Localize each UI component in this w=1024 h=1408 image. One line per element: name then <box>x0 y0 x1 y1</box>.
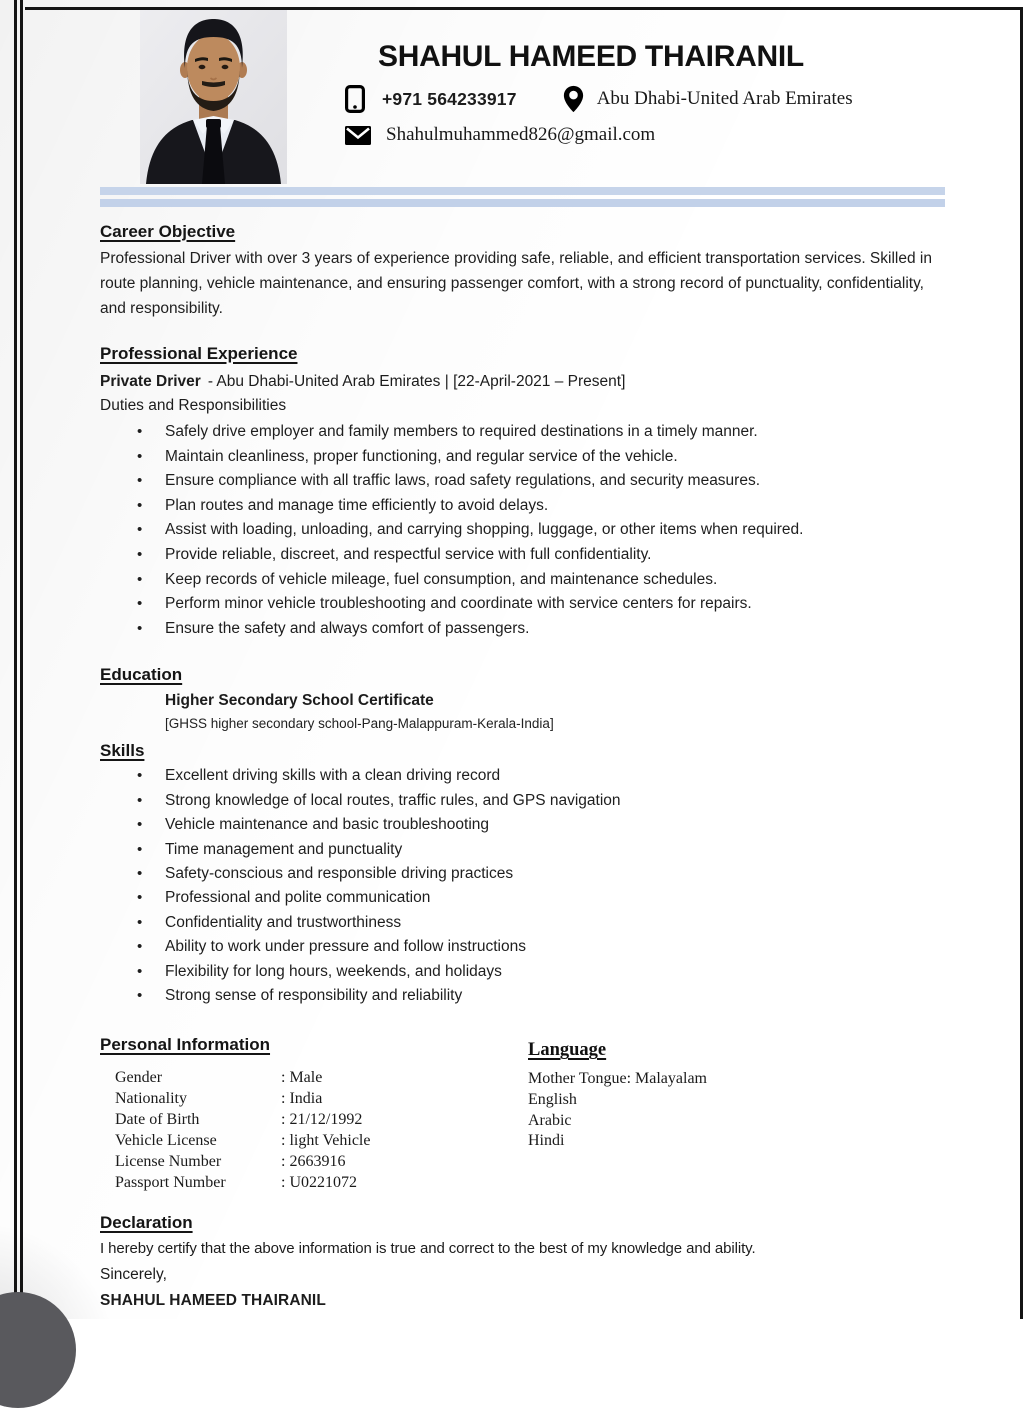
experience-role-line <box>100 370 945 393</box>
language-item: Hindi <box>528 1132 565 1150</box>
personal-info-row <box>115 1131 528 1152</box>
duty-item: • Maintain cleanliness, proper functioning, and regular service of the vehicle. <box>100 445 945 470</box>
personal-info-label: Vehicle License <box>115 1132 217 1150</box>
skills-section <box>100 741 945 1008</box>
language-list <box>528 1069 945 1151</box>
declaration-signature: SHAHUL HAMEED THAIRANIL <box>100 1291 326 1309</box>
header-text <box>345 40 945 146</box>
duty-item: • Ensure compliance with all traffic laws, road safety regulations, and security measures. <box>100 469 945 494</box>
resume-header <box>100 0 945 209</box>
education-school: [GHSS higher secondary school-Pang-Malappuram-Kerala-India] <box>165 716 554 732</box>
career-objective-heading: Career Objective <box>100 222 236 241</box>
page-edge-left-outer <box>14 0 17 1319</box>
envelope-icon <box>345 126 371 145</box>
resume-page <box>100 0 945 1314</box>
header-divider-bar-top <box>100 187 945 195</box>
contact-row-2 <box>345 124 945 146</box>
job-title: Private Driver <box>100 373 201 390</box>
personal-info-heading: Personal Information <box>100 1035 271 1055</box>
duty-item: • Keep records of vehicle mileage, fuel consumption, and maintenance schedules. <box>100 568 945 593</box>
language-item: English <box>528 1091 577 1108</box>
duty-item: • Safely drive employer and family members to required destinations in a timely manner. <box>100 420 945 445</box>
page-edge-right <box>1020 7 1023 1319</box>
language-column <box>528 1035 945 1193</box>
duty-item: • Provide reliable, discreet, and respectful service with full confidentiality. <box>100 543 945 568</box>
skill-item: • Ability to work under pressure and follow instructions <box>100 935 945 959</box>
page-edge-top <box>25 7 1023 10</box>
personal-info-value: : U0221072 <box>281 1173 357 1191</box>
personal-info-table <box>115 1068 528 1193</box>
info-language-section <box>100 1035 945 1193</box>
location-text: Abu Dhabi-United Arab Emirates <box>596 88 853 109</box>
declaration-heading: Declaration <box>100 1212 193 1232</box>
personal-info-label: Date of Birth <box>115 1111 200 1129</box>
skill-item: • Professional and polite communication <box>100 886 945 910</box>
page-edge-left-inner <box>20 0 23 1319</box>
skill-item: • Flexibility for long hours, weekends, and holidays <box>100 960 945 984</box>
skill-item: • Time management and punctuality <box>100 838 945 862</box>
personal-info-label: Passport Number <box>115 1173 226 1191</box>
declaration-section <box>100 1213 945 1314</box>
duty-item: • Perform minor vehicle troubleshooting and coordinate with service centers for repairs. <box>100 592 945 617</box>
email-address: Shahulmuhammed826@gmail.com <box>386 124 656 145</box>
language-heading: Language <box>528 1040 607 1061</box>
personal-info-row <box>115 1089 528 1110</box>
candidate-name: SHAHUL HAMEED THAIRANIL <box>378 40 804 73</box>
personal-info-value: : Male <box>281 1069 323 1087</box>
duty-item: • Assist with loading, unloading, and carrying shopping, luggage, or other items when required. <box>100 518 945 543</box>
career-objective-section <box>100 222 945 321</box>
job-detail: - Abu Dhabi-United Arab Emirates | [22-April-2021 – Present] <box>207 373 626 390</box>
skill-item: • Vehicle maintenance and basic troubleshooting <box>100 813 945 837</box>
language-item: Arabic <box>528 1111 572 1129</box>
phone-number: +971 564233917 <box>382 88 517 109</box>
education-section <box>100 665 945 734</box>
skills-heading: Skills <box>100 741 145 761</box>
language-item: Mother Tongue: Malayalam <box>528 1070 707 1088</box>
skill-item: • Strong knowledge of local routes, traffic rules, and GPS navigation <box>100 789 945 813</box>
smartphone-icon <box>345 85 365 113</box>
declaration-closing: Sincerely, <box>100 1265 167 1283</box>
personal-info-value: : light Vehicle <box>281 1132 371 1150</box>
skill-item: • Confidentiality and trustworthiness <box>100 911 945 935</box>
personal-info-value: : 21/12/1992 <box>281 1111 363 1129</box>
personal-info-row <box>115 1173 528 1194</box>
personal-info-label: Nationality <box>115 1090 187 1108</box>
education-heading: Education <box>100 665 183 685</box>
skill-item: • Safety-conscious and responsible driving practices <box>100 862 945 886</box>
skill-item: • Strong sense of responsibility and reliability <box>100 984 945 1008</box>
personal-info-value: : India <box>281 1090 323 1108</box>
career-objective-text: Professional Driver with over 3 years of experience providing safe, reliable, and efficient transportation services. Skilled in route planning, vehicle maintenance, and ensuring passenger comfort, with a strong record of punctuality, confidentiality, and responsibility. <box>100 250 932 317</box>
personal-info-row <box>115 1152 528 1173</box>
profile-photo <box>140 8 287 184</box>
skill-item: • Excellent driving skills with a clean driving record <box>100 764 945 788</box>
education-degree: Higher Secondary School Certificate <box>165 692 434 710</box>
skills-list <box>100 764 945 1008</box>
header-divider-bar-bottom <box>100 199 945 207</box>
personal-info-row <box>115 1068 528 1089</box>
duty-item: • Plan routes and manage time efficiently to avoid delays. <box>100 494 945 519</box>
duties-subheading: Duties and Responsibilities <box>100 397 287 414</box>
contact-row-1 <box>345 85 945 113</box>
experience-section <box>100 344 945 641</box>
duties-list <box>100 420 945 641</box>
declaration-text: I hereby certify that the above information is true and correct to the best of my knowledge and ability. <box>100 1239 756 1257</box>
duty-item: • Ensure the safety and always comfort of passengers. <box>100 617 945 642</box>
experience-heading: Professional Experience <box>100 344 298 363</box>
personal-info-label: License Number <box>115 1153 222 1171</box>
personal-info-row <box>115 1110 528 1131</box>
personal-info-label: Gender <box>115 1069 163 1087</box>
page-corner-shadow <box>0 1292 76 1408</box>
personal-info-column <box>100 1035 528 1193</box>
personal-info-value: : 2663916 <box>281 1153 346 1171</box>
map-pin-icon <box>563 85 584 113</box>
